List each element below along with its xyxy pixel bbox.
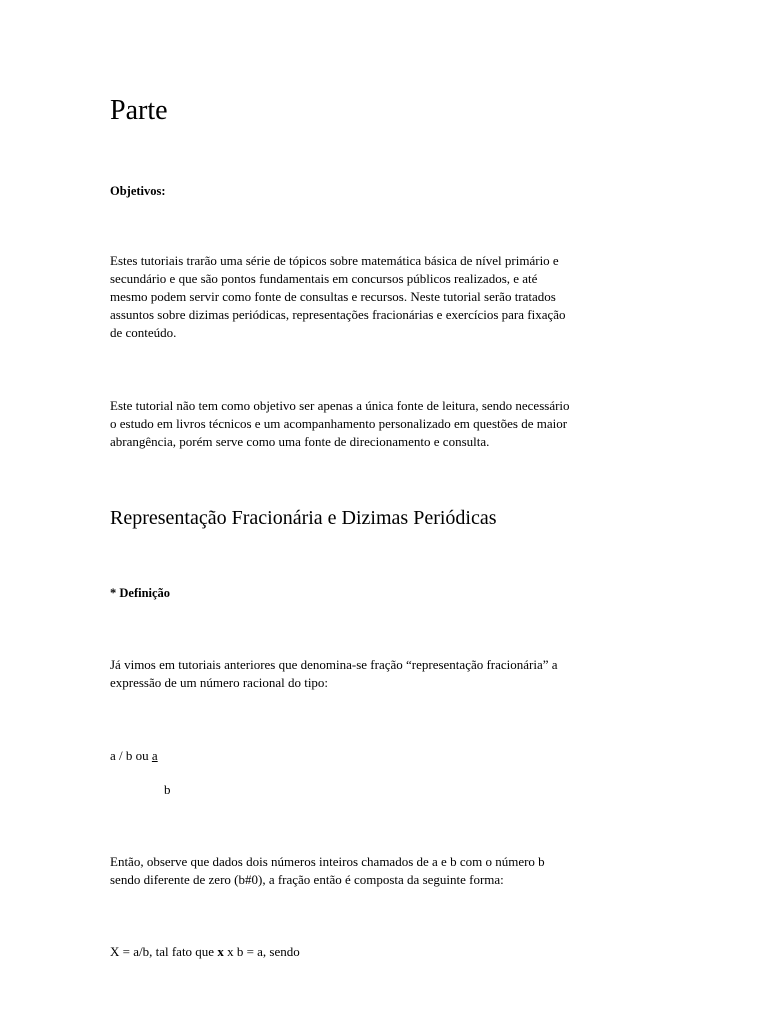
fraction-inline	[110, 747, 158, 765]
formula-suffix: x b = a, sendo	[223, 944, 300, 959]
formula-bold-x: x	[217, 944, 224, 959]
fraction-denominator: b	[164, 782, 171, 797]
explanation-paragraph	[110, 853, 545, 889]
formula-prefix: X = a/b, tal fato que	[110, 944, 218, 959]
page-title: Parte	[110, 95, 168, 126]
fraction-numerator: a	[151, 748, 158, 763]
intro-paragraph	[110, 252, 566, 342]
intro-line-3: mesmo podem servir como fonte de consultas e recursos. Neste tutorial serão tratados	[110, 289, 556, 304]
disclaimer-line-3: abrangência, porém serve como uma fonte de direcionamento e consulta.	[110, 434, 490, 449]
intro-line-4: assuntos sobre dizimas periódicas, representações fracionárias e exercícios para fixação	[110, 307, 566, 322]
definition-line-2: expressão de um número racional do tipo:	[110, 675, 329, 690]
intro-line-2: secundário e que são pontos fundamentais em concursos públicos realizados, e até	[110, 271, 538, 286]
definicao-label: * Definição	[110, 586, 171, 600]
explanation-line-1: Então, observe que dados dois números inteiros chamados de a e b com o número b	[110, 854, 545, 869]
intro-line-5: de conteúdo.	[110, 325, 177, 340]
definition-paragraph	[110, 656, 558, 692]
definition-line-1: Já vimos em tutoriais anteriores que denomina-se fração “representação fracionária” a	[110, 657, 558, 672]
fraction-inline-text: a / b ou	[110, 748, 152, 763]
explanation-line-2: sendo diferente de zero (b#0), a fração então é composta da seguinte forma:	[110, 872, 504, 887]
disclaimer-line-1: Este tutorial não tem como objetivo ser apenas a única fonte de leitura, sendo necessário	[110, 398, 570, 413]
formula-line	[110, 943, 300, 961]
disclaimer-paragraph	[110, 397, 570, 451]
objetivos-label: Objetivos:	[110, 184, 166, 198]
section-title: Representação Fracionária e Dizimas Periódicas	[110, 507, 497, 529]
intro-line-1: Estes tutoriais trarão uma série de tópicos sobre matemática básica de nível primário e	[110, 253, 559, 268]
disclaimer-line-2: o estudo em livros técnicos e um acompanhamento personalizado em questões de maior	[110, 416, 568, 431]
